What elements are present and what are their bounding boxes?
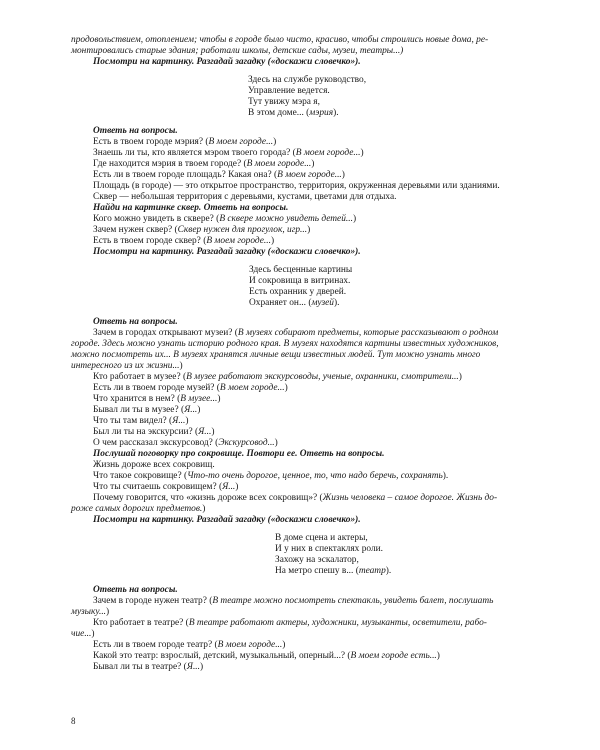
text-line [71, 629, 94, 640]
answer-text: интересного из их жизни... [71, 361, 180, 371]
body-text: И сокровища в витринах. [249, 276, 351, 286]
text-line [93, 471, 448, 482]
text-line [275, 544, 383, 555]
body-text: ) [202, 504, 206, 514]
answer-text: Сквер нужен для прогулок, игр... [177, 225, 308, 235]
body-text: И у них в спектаклях роли. [275, 544, 383, 554]
body-text: Кто работает в театре? ( [93, 618, 189, 628]
body-text: ) [235, 482, 239, 492]
text-line [71, 339, 499, 350]
text-line [93, 427, 214, 438]
body-text: Зачем в городах открывают музеи? ( [93, 328, 238, 338]
body-text: О чем рассказал экскурсовод? ( [93, 438, 219, 448]
body-text: Что хранится в нем? ( [93, 394, 181, 404]
text-line [93, 640, 285, 651]
page-number: 8 [71, 716, 76, 726]
body-text: ) [360, 148, 364, 158]
body-text: ) [352, 214, 357, 224]
answer-text: Что-то очень дорогое, ценное, то, что надо беречь, сохранять [187, 471, 443, 481]
body-text: Зачем нужен сквер? ( [93, 225, 178, 235]
body-text: ) [211, 427, 215, 437]
text-line [71, 46, 403, 57]
text-line [93, 482, 238, 493]
text-line [248, 108, 339, 119]
body-text: ) [284, 383, 288, 393]
body-text: Есть охранник у дверей. [249, 287, 347, 297]
body-text: Почему говорится, что «жизнь дороже всех сокровищ»? ( [93, 493, 323, 503]
text-line [275, 566, 391, 577]
answer-text: В моем городе... [206, 236, 271, 246]
text-line [93, 225, 310, 236]
body-text: ) [458, 372, 462, 382]
body-text: Есть ли в твоем городе театр? ( [93, 640, 218, 650]
instruction-text: Посмотри на картинку. Разгадай загадку («доскажи словечко»). [93, 247, 361, 257]
answer-text: В музеях собирают предметы, которые рассказывают о родном [237, 328, 499, 338]
text-line [93, 170, 345, 181]
text-line [93, 328, 498, 339]
body-text: Есть ли в твоем городе музей? ( [93, 383, 220, 393]
text-line [93, 493, 497, 504]
answer-text: Я... [222, 482, 236, 492]
text-line [93, 317, 178, 328]
text-line [249, 265, 352, 276]
body-text: Охраняет он... ( [249, 298, 312, 308]
body-text: ) [307, 225, 311, 235]
body-text: ) [311, 159, 315, 169]
text-line [248, 97, 320, 108]
answer-text: Я... [198, 427, 212, 437]
text-line [93, 662, 203, 673]
answer-text: Я... [186, 662, 200, 672]
text-line [93, 416, 189, 427]
body-text: Есть ли в твоем городе площадь? Какая она? ( [93, 170, 278, 180]
body-text: Знаешь ли ты, кто является мэром твоего города? ( [93, 148, 296, 158]
body-text: ) [270, 236, 275, 246]
body-text: Жизнь дороже всех сокровищ. [93, 460, 215, 470]
body-text: Тут увижу мэра я, [248, 97, 320, 107]
body-text: ) [185, 416, 189, 426]
body-text: В доме сцена и актеры, [275, 533, 368, 543]
text-line [93, 460, 215, 471]
body-text: ). [333, 108, 339, 118]
body-text: Сквер — небольшая территория с деревьями, кустами, цветами для отдыха. [93, 192, 397, 202]
answer-text: Жизнь человека – самое дорогое. Жизнь до- [322, 493, 498, 503]
text-line [93, 585, 178, 596]
text-line [275, 533, 368, 544]
body-text: ) [197, 405, 201, 415]
answer-text: Экскурсовод... [218, 438, 275, 448]
body-text: Где находится мэрия в твоем городе? ( [93, 159, 247, 169]
text-line [93, 181, 500, 192]
body-text: ) [199, 662, 204, 672]
text-line [93, 372, 462, 383]
text-line [93, 515, 361, 526]
body-text: ) [179, 361, 183, 371]
answer-text: музей [311, 298, 334, 308]
body-text: Бывал ли ты в театре? ( [93, 662, 187, 672]
instruction-text: Посмотри на картинку. Разгадай загадку («доскажи словечко»). [93, 57, 361, 67]
body-text: В этом доме... ( [248, 108, 310, 118]
body-text: Здесь бесценные картины [249, 265, 353, 275]
body-text: ) [217, 394, 221, 404]
body-text: ) [106, 607, 110, 617]
answer-text: В театре можно посмотреть спектакль, увидеть балет, послушать [212, 596, 494, 606]
text-line [248, 86, 330, 97]
answer-text: В моем городе... [217, 640, 283, 650]
text-line [93, 137, 276, 148]
text-line [93, 596, 493, 607]
text-line [93, 405, 200, 416]
body-text: ). [442, 471, 449, 481]
instruction-text: Посмотри на картинку. Разгадай загадку («доскажи словечко»). [93, 515, 361, 525]
body-text: Есть в твоем городе мэрия? ( [93, 137, 209, 147]
instruction-text: Послушай поговорку про сокровище. Повтори ее. Ответь на вопросы. [93, 449, 385, 459]
text-line [275, 555, 359, 566]
text-line [248, 75, 366, 86]
answer-text: музыку... [71, 607, 107, 617]
answer-text: В музее работают экскурсоводы, ученые, охранники, смотрители... [186, 372, 459, 382]
text-line [93, 203, 288, 214]
instruction-text: Ответь на вопросы. [93, 126, 178, 136]
text-line [93, 148, 364, 159]
text-line [93, 57, 361, 68]
answer-text: мэрия [309, 108, 334, 118]
instruction-text: Найди на картинке сквер. Ответь на вопросы. [93, 203, 289, 213]
answer-text: монтировались старые здания; работали школы, детские сады, музеи, театры...) [71, 46, 404, 56]
text-line [93, 214, 356, 225]
body-text: ) [91, 629, 95, 639]
answer-text: В моем городе... [219, 383, 285, 393]
answer-text: В музее... [180, 394, 218, 404]
text-line [93, 383, 288, 394]
text-line [93, 126, 178, 137]
text-line [249, 276, 350, 287]
body-text: Есть в твоем городе сквер? ( [93, 236, 207, 246]
body-text: Что ты там видел? ( [93, 416, 173, 426]
text-line [71, 350, 480, 361]
text-line [93, 618, 487, 629]
answer-text: В моем городе... [246, 159, 312, 169]
body-text: ) [436, 651, 440, 661]
text-line [93, 192, 396, 203]
answer-text: продовольствием, отоплением; чтобы в городе было чисто, красиво, чтобы строились новые дома, ре- [71, 35, 489, 45]
body-text: Был ли ты на экскурсии? ( [93, 427, 199, 437]
body-text: ) [273, 137, 277, 147]
answer-text: В моем городе... [277, 170, 342, 180]
body-text: Кто работает в музее? ( [93, 372, 187, 382]
text-line [249, 287, 346, 298]
body-text: ) [274, 438, 278, 448]
text-line [93, 236, 274, 247]
text-line [71, 35, 488, 46]
text-line [249, 298, 339, 309]
answer-text: Я... [172, 416, 186, 426]
text-line [93, 159, 314, 170]
text-line [71, 504, 205, 515]
body-text: ). [385, 566, 392, 576]
instruction-text: Ответь на вопросы. [93, 317, 178, 327]
body-text: На метро спешу в... ( [275, 566, 359, 576]
text-line [93, 394, 220, 405]
body-text: Здесь на службе руководство, [248, 75, 367, 85]
body-text: Захожу на эскалатор, [275, 555, 359, 565]
answer-text: городе. Здесь можно узнать историю родного края. В музеях находятся картины известных художников, [71, 339, 499, 349]
body-text: Какой это театр: взрослый, детский, музыкальный, оперный...? ( [93, 651, 351, 661]
text-line [93, 651, 440, 662]
answer-text: В моем городе есть... [350, 651, 437, 661]
body-text: Что такое сокровище? ( [93, 471, 188, 481]
body-text: Что ты считаешь сокровищем? ( [93, 482, 223, 492]
answer-text: В моем городе... [208, 137, 274, 147]
body-text: ). [333, 298, 340, 308]
body-text: ) [341, 170, 345, 180]
text-line [71, 361, 183, 372]
body-text: ) [282, 640, 286, 650]
instruction-text: Ответь на вопросы. [93, 585, 178, 595]
answer-text: В сквере можно увидеть детей... [219, 214, 353, 224]
text-line [93, 449, 384, 460]
text-line [71, 607, 109, 618]
answer-text: роже самых дорогих предметов. [71, 504, 203, 514]
answer-text: театр [358, 566, 386, 576]
answer-text: Я... [184, 405, 198, 415]
text-line [93, 438, 278, 449]
body-text: Управление ведется. [248, 86, 330, 96]
body-text: Кого можно увидеть в сквере? ( [93, 214, 220, 224]
answer-text: В театре работают актеры, художники, музыканты, осветители, рабо- [188, 618, 487, 628]
body-text: Бывал ли ты в музее? ( [93, 405, 185, 415]
answer-text: чие... [71, 629, 92, 639]
body-text: Зачем в городе нужен театр? ( [93, 596, 213, 606]
text-line [93, 247, 361, 258]
answer-text: можно посмотреть их... В музеях хранятся личные вещи известных людей. Тут можно узнать много [71, 350, 481, 360]
body-text: Площадь (в городе) — это открытое пространство, территория, окруженная деревьями или зданиями. [93, 181, 500, 191]
answer-text: В моем городе... [295, 148, 361, 158]
